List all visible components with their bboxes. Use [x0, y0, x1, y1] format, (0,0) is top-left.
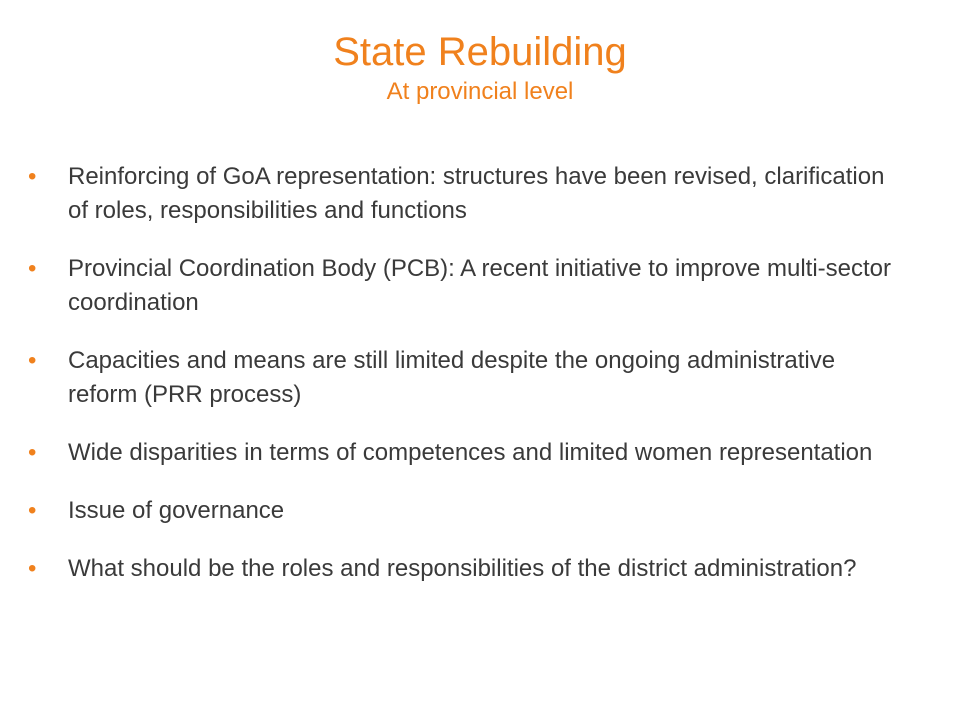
bullet-item	[28, 252, 908, 320]
bullet-item	[28, 552, 908, 586]
slide-subtitle: At provincial level	[386, 78, 574, 105]
bullet-text: Wide disparities in terms of competences and limited women representation	[68, 439, 873, 466]
bullet-dot-icon: •	[28, 497, 37, 524]
bullet-dot-icon: •	[28, 347, 37, 374]
bullet-text: Capacities and means are still limited despite the ongoing administrative reform (PRR process)	[68, 347, 836, 408]
bullet-text: What should be the roles and responsibilities of the district administration?	[68, 555, 857, 582]
bullet-item	[28, 344, 908, 412]
bullet-item	[28, 160, 908, 228]
bullet-text: Provincial Coordination Body (PCB): A recent initiative to improve multi-sector coordination	[68, 255, 892, 316]
bullet-item	[28, 436, 908, 470]
bullet-item	[28, 494, 908, 528]
bullet-text: Reinforcing of GoA representation: structures have been revised, clarification of roles, responsibilities and functions	[68, 163, 885, 224]
bullet-dot-icon: •	[28, 163, 37, 190]
bullet-dot-icon: •	[28, 255, 37, 282]
bullet-dot-icon: •	[28, 439, 37, 466]
title-block	[0, 28, 960, 106]
bullet-text: Issue of governance	[68, 497, 285, 524]
slide-title: State Rebuilding	[333, 30, 627, 74]
bullet-list	[28, 160, 908, 610]
bullet-dot-icon: •	[28, 555, 37, 582]
